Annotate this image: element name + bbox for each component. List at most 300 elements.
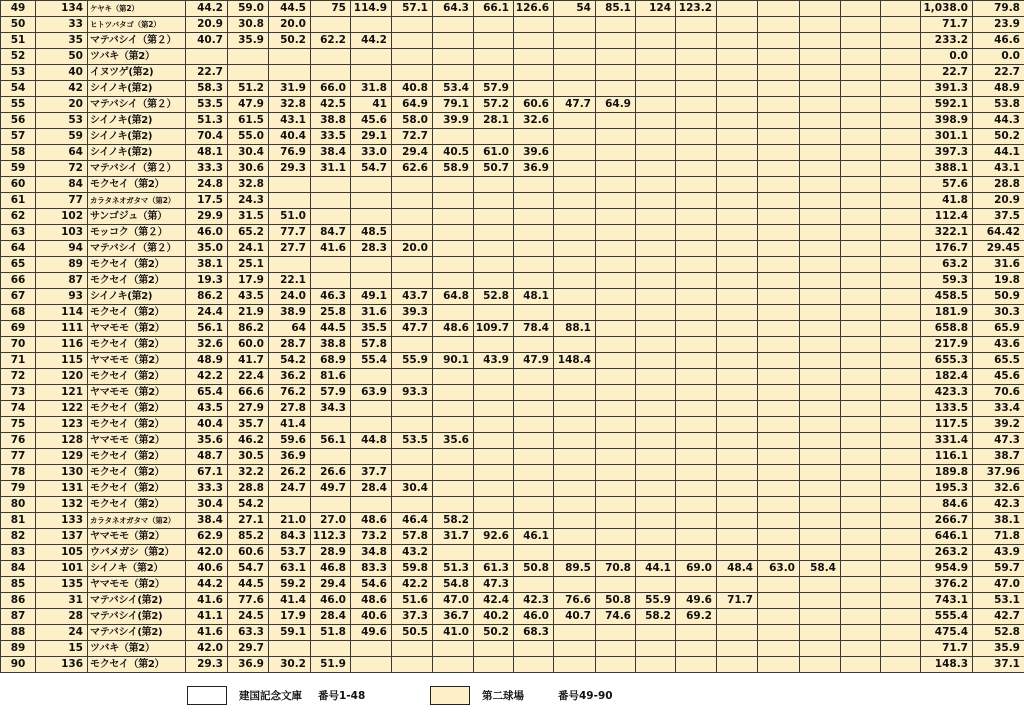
measurement-cell: 114.9 — [351, 1, 392, 17]
measurement-cell: 74.6 — [596, 609, 636, 625]
empty-cell — [596, 81, 636, 97]
empty-cell — [841, 657, 881, 673]
empty-cell — [636, 513, 676, 529]
measurement-cell: 63.0 — [758, 561, 800, 577]
table-row — [1, 49, 1024, 65]
measurement-cell: 62.6 — [392, 161, 433, 177]
table-row — [1, 17, 1024, 33]
empty-cell — [392, 225, 433, 241]
species-name-cell: マテバシイ（第２） — [88, 97, 186, 113]
empty-cell — [596, 129, 636, 145]
empty-cell — [392, 417, 433, 433]
empty-cell — [311, 49, 351, 65]
measurement-cell: 63.1 — [269, 561, 311, 577]
measurement-cell: 46.0 — [311, 593, 351, 609]
empty-cell — [554, 81, 596, 97]
measurement-cell: 55.9 — [636, 593, 676, 609]
average-cell: 37.96 — [973, 465, 1024, 481]
measurement-cell: 65.4 — [186, 385, 228, 401]
empty-cell — [841, 481, 881, 497]
measurement-cell: 34.3 — [311, 401, 351, 417]
empty-cell — [433, 273, 474, 289]
species-name-cell: ヤマモモ（第2） — [88, 353, 186, 369]
tree-id-cell: 101 — [36, 561, 88, 577]
empty-cell — [758, 225, 800, 241]
measurement-cell: 49.7 — [311, 481, 351, 497]
table-row — [1, 81, 1024, 97]
measurement-cell: 38.1 — [186, 257, 228, 273]
empty-cell — [758, 481, 800, 497]
empty-cell — [881, 353, 921, 369]
empty-cell — [474, 225, 514, 241]
empty-cell — [514, 497, 554, 513]
empty-cell — [636, 529, 676, 545]
empty-cell — [636, 353, 676, 369]
measurement-cell: 86.2 — [186, 289, 228, 305]
empty-cell — [758, 1, 800, 17]
row-number-cell: 84 — [1, 561, 36, 577]
empty-cell — [800, 321, 841, 337]
empty-cell — [514, 433, 554, 449]
measurement-cell: 30.4 — [392, 481, 433, 497]
total-cell: 22.7 — [921, 65, 973, 81]
empty-cell — [758, 289, 800, 305]
empty-cell — [474, 257, 514, 273]
row-number-cell: 85 — [1, 577, 36, 593]
average-cell: 47.3 — [973, 433, 1024, 449]
empty-cell — [554, 369, 596, 385]
measurement-cell: 28.7 — [269, 337, 311, 353]
measurement-cell: 33.5 — [311, 129, 351, 145]
measurement-cell: 49.1 — [351, 289, 392, 305]
empty-cell — [881, 273, 921, 289]
measurement-cell: 41.6 — [186, 625, 228, 641]
empty-cell — [841, 17, 881, 33]
legend-range: 番号1-48 — [318, 690, 366, 702]
measurement-cell: 88.1 — [554, 321, 596, 337]
empty-cell — [881, 593, 921, 609]
empty-cell — [676, 305, 717, 321]
measurement-cell: 34.8 — [351, 545, 392, 561]
measurement-cell: 48.9 — [186, 353, 228, 369]
empty-cell — [758, 545, 800, 561]
tree-id-cell: 111 — [36, 321, 88, 337]
empty-cell — [351, 369, 392, 385]
row-number-cell: 68 — [1, 305, 36, 321]
species-name-cell: シイノキ(第2) — [88, 289, 186, 305]
empty-cell — [392, 369, 433, 385]
row-number-cell: 82 — [1, 529, 36, 545]
empty-cell — [554, 273, 596, 289]
measurement-cell: 42.4 — [474, 593, 514, 609]
empty-cell — [676, 625, 717, 641]
empty-cell — [800, 433, 841, 449]
empty-cell — [881, 193, 921, 209]
measurement-cell: 42.0 — [186, 545, 228, 561]
empty-cell — [433, 465, 474, 481]
measurement-cell: 73.2 — [351, 529, 392, 545]
table-row — [1, 417, 1024, 433]
measurement-cell: 42.2 — [186, 369, 228, 385]
empty-cell — [351, 257, 392, 273]
measurement-cell: 40.4 — [186, 417, 228, 433]
empty-cell — [554, 481, 596, 497]
measurement-cell: 58.2 — [433, 513, 474, 529]
species-name-cell: マテバシイ(第2) — [88, 609, 186, 625]
measurement-cell: 31.5 — [228, 209, 269, 225]
species-name-cell: モクセイ（第2） — [88, 273, 186, 289]
measurement-cell: 148.4 — [554, 353, 596, 369]
empty-cell — [717, 161, 758, 177]
empty-cell — [311, 193, 351, 209]
empty-cell — [433, 129, 474, 145]
empty-cell — [636, 97, 676, 113]
empty-cell — [392, 193, 433, 209]
measurement-cell: 58.0 — [392, 113, 433, 129]
empty-cell — [514, 17, 554, 33]
empty-cell — [636, 177, 676, 193]
total-cell: 148.3 — [921, 657, 973, 673]
measurement-cell: 39.6 — [514, 145, 554, 161]
empty-cell — [758, 353, 800, 369]
empty-cell — [676, 577, 717, 593]
average-cell: 38.7 — [973, 449, 1024, 465]
measurement-cell: 51.2 — [228, 81, 269, 97]
legend-item-ballpark — [430, 685, 613, 706]
measurement-cell: 70.8 — [596, 561, 636, 577]
empty-cell — [881, 497, 921, 513]
tree-id-cell: 64 — [36, 145, 88, 161]
measurement-cell: 35.0 — [186, 241, 228, 257]
measurement-cell: 75 — [311, 1, 351, 17]
measurement-cell: 66.1 — [474, 1, 514, 17]
table-row — [1, 353, 1024, 369]
empty-cell — [636, 129, 676, 145]
average-cell: 50.9 — [973, 289, 1024, 305]
empty-cell — [636, 273, 676, 289]
empty-cell — [636, 369, 676, 385]
empty-cell — [800, 449, 841, 465]
empty-cell — [311, 177, 351, 193]
empty-cell — [474, 129, 514, 145]
empty-cell — [800, 545, 841, 561]
empty-cell — [676, 97, 717, 113]
total-cell: 458.5 — [921, 289, 973, 305]
tree-id-cell: 72 — [36, 161, 88, 177]
total-cell: 181.9 — [921, 305, 973, 321]
total-cell: 116.1 — [921, 449, 973, 465]
measurement-cell: 36.9 — [228, 657, 269, 673]
measurement-cell: 40.5 — [433, 145, 474, 161]
species-name-cell: ツバキ（第2） — [88, 49, 186, 65]
empty-cell — [800, 481, 841, 497]
row-number-cell: 88 — [1, 625, 36, 641]
measurement-cell: 27.8 — [269, 401, 311, 417]
total-cell: 195.3 — [921, 481, 973, 497]
empty-cell — [514, 513, 554, 529]
empty-cell — [351, 177, 392, 193]
measurement-cell: 54.7 — [351, 161, 392, 177]
measurement-cell: 67.1 — [186, 465, 228, 481]
measurement-cell: 47.0 — [433, 593, 474, 609]
measurement-cell: 64.9 — [392, 97, 433, 113]
empty-cell — [433, 657, 474, 673]
empty-cell — [392, 209, 433, 225]
measurement-cell: 55.4 — [351, 353, 392, 369]
measurement-cell: 31.1 — [311, 161, 351, 177]
row-number-cell: 51 — [1, 33, 36, 49]
average-cell: 23.9 — [973, 17, 1024, 33]
empty-cell — [676, 641, 717, 657]
empty-cell — [800, 625, 841, 641]
measurement-cell: 35.5 — [351, 321, 392, 337]
empty-cell — [554, 385, 596, 401]
species-name-cell: モッコク（第２） — [88, 225, 186, 241]
measurement-cell: 66.6 — [228, 385, 269, 401]
table-row — [1, 625, 1024, 641]
measurement-cell: 50.7 — [474, 161, 514, 177]
tree-id-cell: 20 — [36, 97, 88, 113]
empty-cell — [717, 273, 758, 289]
total-cell: 63.2 — [921, 257, 973, 273]
empty-cell — [474, 545, 514, 561]
measurement-cell: 32.8 — [269, 97, 311, 113]
empty-cell — [758, 577, 800, 593]
empty-cell — [269, 641, 311, 657]
measurement-cell: 22.1 — [269, 273, 311, 289]
empty-cell — [636, 81, 676, 97]
empty-cell — [717, 33, 758, 49]
empty-cell — [841, 1, 881, 17]
measurement-cell: 53.5 — [186, 97, 228, 113]
empty-cell — [636, 193, 676, 209]
measurement-cell: 35.7 — [228, 417, 269, 433]
table-row — [1, 577, 1024, 593]
empty-cell — [676, 513, 717, 529]
total-cell: 655.3 — [921, 353, 973, 369]
empty-cell — [841, 257, 881, 273]
empty-cell — [228, 65, 269, 81]
empty-cell — [596, 625, 636, 641]
average-cell: 37.1 — [973, 657, 1024, 673]
row-number-cell: 54 — [1, 81, 36, 97]
empty-cell — [881, 561, 921, 577]
tree-id-cell: 115 — [36, 353, 88, 369]
total-cell: 592.1 — [921, 97, 973, 113]
empty-cell — [474, 513, 514, 529]
table-row — [1, 257, 1024, 273]
table-row — [1, 241, 1024, 257]
measurement-cell: 38.8 — [311, 337, 351, 353]
empty-cell — [596, 257, 636, 273]
empty-cell — [433, 641, 474, 657]
measurement-cell: 47.3 — [474, 577, 514, 593]
empty-cell — [841, 209, 881, 225]
measurement-cell: 60.6 — [514, 97, 554, 113]
table-row — [1, 129, 1024, 145]
empty-cell — [636, 241, 676, 257]
tree-id-cell: 132 — [36, 497, 88, 513]
measurement-cell: 54.6 — [351, 577, 392, 593]
empty-cell — [596, 657, 636, 673]
empty-cell — [881, 81, 921, 97]
average-cell: 42.7 — [973, 609, 1024, 625]
empty-cell — [881, 433, 921, 449]
measurement-cell: 25.8 — [311, 305, 351, 321]
empty-cell — [636, 145, 676, 161]
empty-cell — [841, 449, 881, 465]
empty-cell — [351, 193, 392, 209]
measurement-cell: 60.6 — [228, 545, 269, 561]
measurement-cell: 42.0 — [186, 641, 228, 657]
table-row — [1, 497, 1024, 513]
measurement-cell: 50.2 — [269, 33, 311, 49]
measurement-cell: 90.1 — [433, 353, 474, 369]
tree-id-cell: 24 — [36, 625, 88, 641]
tree-id-cell: 131 — [36, 481, 88, 497]
measurement-cell: 57.8 — [392, 529, 433, 545]
species-name-cell: ヒトツバタゴ（第2） — [88, 17, 186, 33]
row-number-cell: 87 — [1, 609, 36, 625]
empty-cell — [514, 305, 554, 321]
species-name-cell: ヤマモモ（第2） — [88, 529, 186, 545]
measurement-cell: 41.6 — [186, 593, 228, 609]
table-row — [1, 657, 1024, 673]
empty-cell — [433, 545, 474, 561]
empty-cell — [636, 417, 676, 433]
species-name-cell: モクセイ（第2） — [88, 337, 186, 353]
empty-cell — [881, 129, 921, 145]
total-cell: 391.3 — [921, 81, 973, 97]
species-name-cell: シイノキ(第2) — [88, 129, 186, 145]
empty-cell — [392, 33, 433, 49]
row-number-cell: 71 — [1, 353, 36, 369]
empty-cell — [514, 369, 554, 385]
measurement-cell: 56.1 — [311, 433, 351, 449]
empty-cell — [186, 49, 228, 65]
empty-cell — [841, 641, 881, 657]
measurement-cell: 50.5 — [392, 625, 433, 641]
measurement-cell: 36.7 — [433, 609, 474, 625]
empty-cell — [676, 177, 717, 193]
total-cell: 322.1 — [921, 225, 973, 241]
empty-cell — [433, 385, 474, 401]
empty-cell — [881, 161, 921, 177]
measurement-cell: 17.9 — [269, 609, 311, 625]
empty-cell — [474, 449, 514, 465]
empty-cell — [474, 657, 514, 673]
total-cell: 71.7 — [921, 17, 973, 33]
empty-cell — [717, 481, 758, 497]
empty-cell — [841, 561, 881, 577]
empty-cell — [351, 209, 392, 225]
empty-cell — [717, 337, 758, 353]
empty-cell — [800, 273, 841, 289]
empty-cell — [758, 193, 800, 209]
empty-cell — [800, 81, 841, 97]
empty-cell — [717, 145, 758, 161]
empty-cell — [717, 385, 758, 401]
empty-cell — [758, 529, 800, 545]
average-cell: 48.9 — [973, 81, 1024, 97]
empty-cell — [596, 33, 636, 49]
empty-cell — [636, 433, 676, 449]
empty-cell — [800, 97, 841, 113]
empty-cell — [676, 449, 717, 465]
empty-cell — [881, 177, 921, 193]
measurement-cell: 53.7 — [269, 545, 311, 561]
empty-cell — [433, 33, 474, 49]
empty-cell — [841, 33, 881, 49]
empty-cell — [800, 17, 841, 33]
empty-cell — [474, 433, 514, 449]
empty-cell — [392, 497, 433, 513]
measurement-cell: 56.1 — [186, 321, 228, 337]
measurement-cell: 60.0 — [228, 337, 269, 353]
measurement-cell: 64.9 — [596, 97, 636, 113]
measurement-cell: 19.3 — [186, 273, 228, 289]
empty-cell — [676, 369, 717, 385]
measurement-cell: 20.0 — [392, 241, 433, 257]
measurement-cell: 46.4 — [392, 513, 433, 529]
tree-id-cell: 136 — [36, 657, 88, 673]
measurement-cell: 84.7 — [311, 225, 351, 241]
measurement-cell: 41.0 — [433, 625, 474, 641]
empty-cell — [636, 113, 676, 129]
empty-cell — [758, 145, 800, 161]
measurement-cell: 47.9 — [514, 353, 554, 369]
measurement-cell: 37.3 — [392, 609, 433, 625]
species-name-cell: マテバシイ（第２） — [88, 33, 186, 49]
empty-cell — [841, 289, 881, 305]
empty-cell — [758, 609, 800, 625]
empty-cell — [554, 337, 596, 353]
empty-cell — [474, 273, 514, 289]
measurement-cell: 51.8 — [311, 625, 351, 641]
empty-cell — [841, 369, 881, 385]
empty-cell — [717, 449, 758, 465]
row-number-cell: 74 — [1, 401, 36, 417]
empty-cell — [474, 241, 514, 257]
measurement-cell: 33.0 — [351, 145, 392, 161]
empty-cell — [554, 17, 596, 33]
species-name-cell: イヌツゲ(第2) — [88, 65, 186, 81]
empty-cell — [881, 65, 921, 81]
empty-cell — [758, 321, 800, 337]
empty-cell — [841, 113, 881, 129]
measurement-cell: 61.3 — [474, 561, 514, 577]
empty-cell — [676, 657, 717, 673]
measurement-cell: 29.1 — [351, 129, 392, 145]
measurement-cell: 54.7 — [228, 561, 269, 577]
empty-cell — [554, 257, 596, 273]
empty-cell — [351, 273, 392, 289]
empty-cell — [717, 513, 758, 529]
measurement-cell: 126.6 — [514, 1, 554, 17]
empty-cell — [676, 433, 717, 449]
empty-cell — [514, 337, 554, 353]
measurement-cell: 41.4 — [269, 417, 311, 433]
empty-cell — [881, 513, 921, 529]
empty-cell — [676, 401, 717, 417]
measurement-cell: 93.3 — [392, 385, 433, 401]
measurement-cell: 85.2 — [228, 529, 269, 545]
species-name-cell: モクセイ（第2） — [88, 481, 186, 497]
measurement-cell: 45.6 — [351, 113, 392, 129]
empty-cell — [474, 497, 514, 513]
empty-cell — [800, 657, 841, 673]
empty-cell — [596, 65, 636, 81]
